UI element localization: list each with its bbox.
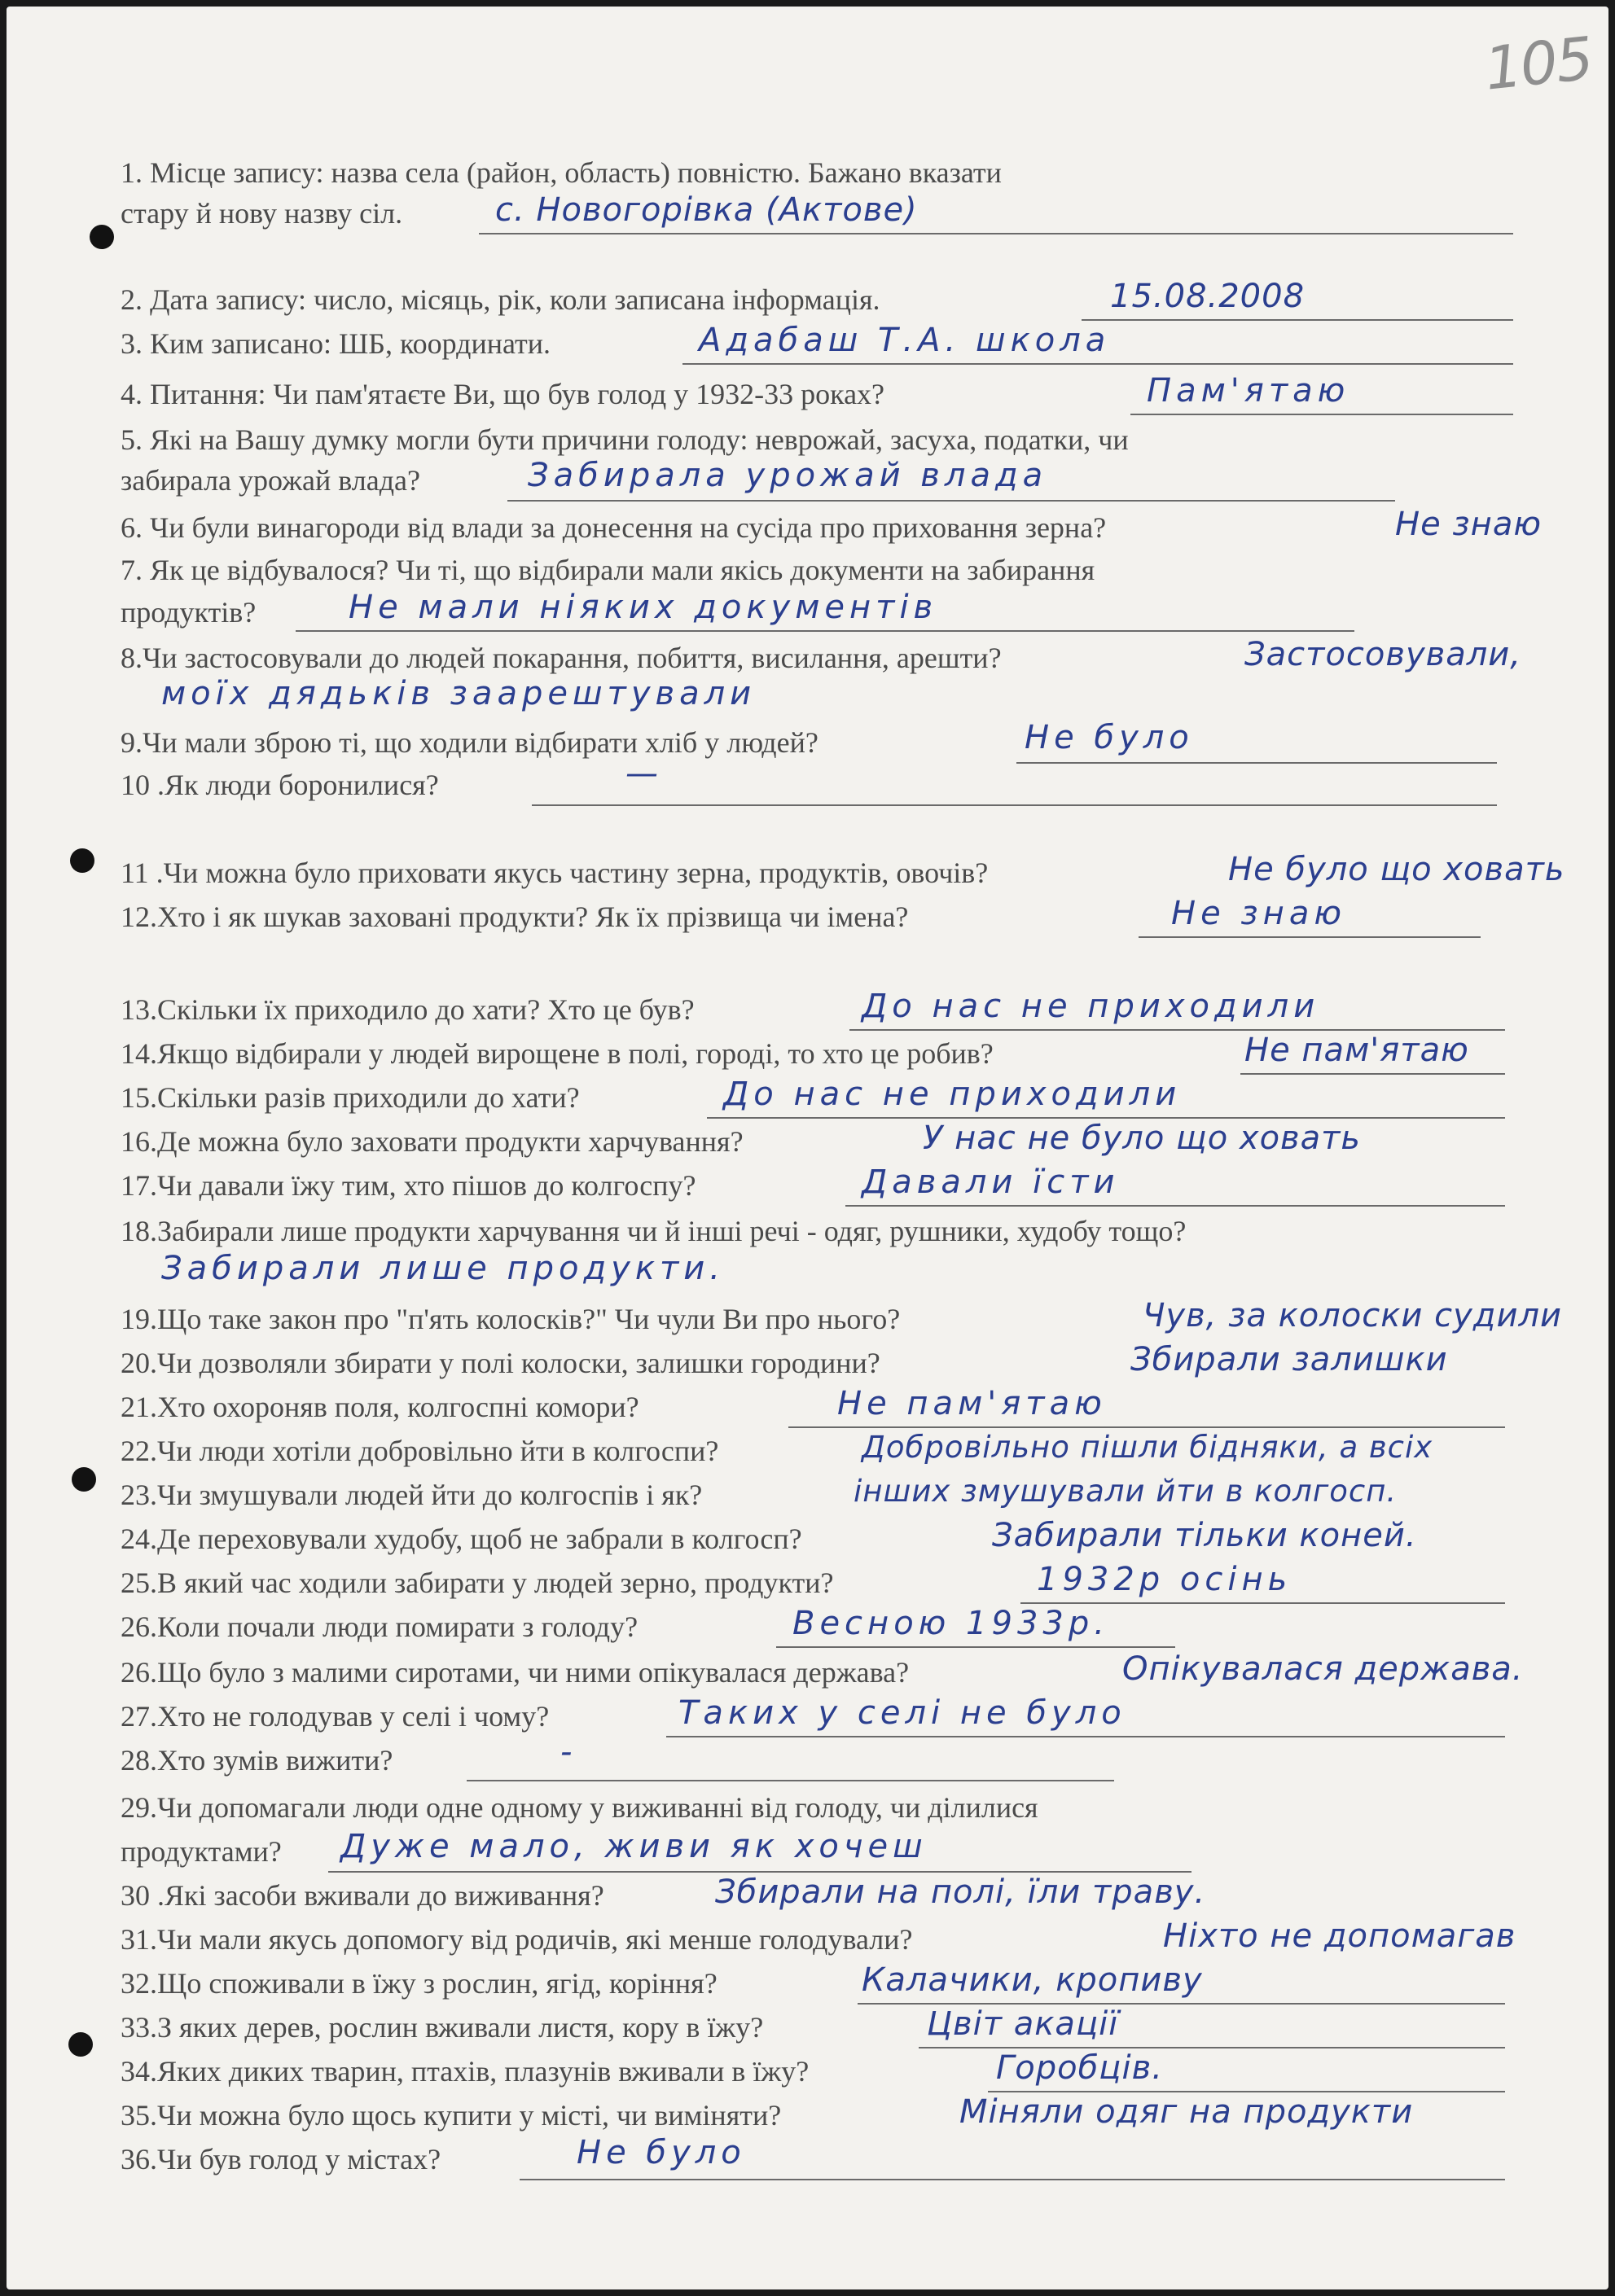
question-11: 11 .Чи можна було приховати якусь частину зерна, продуктів, овочів? [121,857,989,889]
answer-line [1082,319,1513,321]
answer-31: Ніхто не допомагав [1163,1917,1516,1955]
answer-26b: Опікувалася держава. [1122,1650,1524,1688]
answer-line [1139,936,1481,938]
answer-4: Пам'ятаю [1147,372,1350,410]
answer-line [849,1029,1505,1031]
question-25: 25.В який час ходили забирати у людей зерно, продукти? [121,1566,834,1599]
question-35: 35.Чи можна було щось купити у місті, чи виміняти? [121,2099,782,2132]
question-30: 30 .Які засоби вживали до виживання? [121,1879,604,1912]
answer-line [532,804,1497,806]
answer-18: Забирали лише продукти. [161,1250,726,1287]
question-34: 34.Яких диких тварин, птахів, плазунів вживали в їжу? [121,2055,810,2088]
answer-10: — [625,755,659,792]
question-4: 4. Питання: Чи пам'ятаєте Ви, що був голод у 1932-33 роках? [121,378,885,410]
punch-hole [72,1467,96,1492]
question-23: 23.Чи змушували людей йти до колгоспів і як? [121,1479,703,1511]
answer-22: Добровільно пішли бідняки, а всіх [862,1430,1433,1465]
answer-5: Забирала урожай влада [528,457,1048,494]
answer-6: Не знаю [1395,506,1543,543]
questionnaire-page [7,7,1608,2289]
answer-7: Не мали ніяких документів [349,589,938,626]
answer-line [666,1736,1505,1737]
answer-line [296,630,1354,632]
answer-line [328,1871,1192,1873]
answer-line [479,233,1513,234]
question-1: 1. Місце запису: назва села (район, область) повністю. Бажано вказати [121,156,1002,189]
question-9: 9.Чи мали зброю ті, що ходили відбирати хліб у людей? [121,726,818,759]
answer-19: Чув, за колоски судили [1143,1297,1563,1334]
question-16: 16.Де можна було заховати продукти харчування? [121,1125,744,1158]
answer-line [1020,1602,1505,1604]
answer-line [682,363,1513,365]
answer-line [858,2003,1505,2005]
question-17: 17.Чи давали їжу тим, хто пішов до колгоспу? [121,1169,696,1202]
answer-29: Дуже мало, живи як хочеш [340,1828,928,1865]
answer-20: Збирали залишки [1130,1341,1448,1378]
answer-8-cont: моїх дядьків заарештували [161,675,757,712]
question-5: 5. Які на Вашу думку могли бути причини голоду: неврожай, засуха, податки, чи [121,423,1129,456]
question-28: 28.Хто зумів вижити? [121,1744,393,1777]
answer-30: Збирали на полі, їли траву. [715,1873,1206,1911]
question-15: 15.Скільки разів приходили до хати? [121,1081,580,1114]
answer-36: Не було [577,2134,746,2171]
punch-hole [70,848,94,873]
answer-15: До нас не приходили [723,1076,1182,1113]
question-24: 24.Де переховували худобу, щоб не забрали в колгосп? [121,1523,802,1555]
answer-13: До нас не приходили [862,988,1320,1025]
punch-hole [90,225,114,249]
answer-25: 1932р осінь [1037,1561,1292,1598]
answer-line [467,1780,1114,1781]
answer-line [988,2091,1505,2092]
question-7: 7. Як це відбувалося? Чи ті, що відбирали мали якісь документи на забирання [121,554,1095,586]
question-13: 13.Скільки їх приходило до хати? Хто це був? [121,993,695,1026]
answer-9: Не було [1025,719,1194,756]
answer-16: У нас не було що ховать [923,1120,1361,1157]
answer-2: 15.08.2008 [1110,278,1306,315]
page-number: 105 [1481,24,1595,103]
question-31: 31.Чи мали якусь допомогу від родичів, які менше голодували? [121,1923,913,1956]
answer-line [707,1117,1505,1119]
answer-3: Адабаш Т.А. школа [699,322,1111,359]
question-26: 26.Коли почали люди помирати з голоду? [121,1610,639,1643]
answer-line [776,1646,1175,1648]
answer-line [788,1426,1505,1428]
answer-1: с. Новогорівка (Актове) [495,191,918,229]
question-32: 32.Що споживали в їжу з рослин, ягід, коріння? [121,1967,718,2000]
question-2: 2. Дата запису: число, місяць, рік, коли записана інформація. [121,283,880,316]
answer-26: Весною 1933р. [792,1605,1109,1642]
question-33: 33.З яких дерев, рослин вживали листя, кору в їжу? [121,2011,764,2044]
question-3: 3. Ким записано: ШБ, координати. [121,327,551,360]
question-29-cont: продуктами? [121,1835,282,1868]
answer-11: Не було що ховать [1228,851,1565,888]
question-18: 18.Забирали лише продукти харчування чи й інші речі - одяг, рушники, худобу тощо? [121,1215,1187,1247]
answer-33: Цвіт акації [927,2005,1119,2043]
answer-17: Давали їсти [862,1163,1120,1201]
question-22: 22.Чи люди хотіли добровільно йти в колгоспи? [121,1435,719,1467]
question-8: 8.Чи застосовували до людей покарання, побиття, висилання, арешти? [121,642,1002,674]
question-1-cont: стару й нову назву сіл. [121,197,403,230]
question-21: 21.Хто охороняв поля, колгоспні комори? [121,1391,639,1423]
question-5-cont: забирала урожай влада? [121,464,420,497]
question-10: 10 .Як люди боронилися? [121,769,439,801]
question-6: 6. Чи були винагороди від влади за донесення на сусіда про приховання зерна? [121,511,1107,544]
answer-23: інших змушували йти в колгосп. [854,1474,1398,1509]
answer-line [1016,762,1497,764]
answer-line [1240,1073,1505,1075]
answer-27: Таких у селі не було [678,1694,1126,1732]
question-12: 12.Хто і як шукав заховані продукти? Як їх прізвища чи імена? [121,900,909,933]
question-20: 20.Чи дозволяли збирати у полі колоски, залишки городини? [121,1347,880,1379]
question-27: 27.Хто не голодував у селі і чому? [121,1700,550,1733]
question-36: 36.Чи був голод у містах? [121,2143,441,2176]
question-19: 19.Що таке закон про "п'ять колосків?" Чи чули Ви про нього? [121,1303,901,1335]
answer-14: Не пам'ятаю [1244,1032,1469,1069]
answer-12: Не знаю [1171,895,1347,932]
answer-21: Не пам'ятаю [837,1385,1107,1422]
answer-8: Застосовували, [1244,636,1521,673]
answer-24: Забирали тільки коней. [992,1517,1417,1554]
answer-line [1130,414,1513,415]
question-14: 14.Якщо відбирали у людей вирощене в полі, городі, то хто це робив? [121,1037,994,1070]
question-7-cont: продуктів? [121,596,257,629]
answer-34: Горобців. [996,2049,1163,2087]
question-26b: 26.Що було з малими сиротами, чи ними опікувалася держава? [121,1656,910,1689]
answer-32: Калачики, кропиву [862,1961,1203,1999]
question-29: 29.Чи допомагали люди одне одному у виживанні від голоду, чи ділилися [121,1791,1038,1824]
answer-28: - [560,1733,573,1771]
answer-35: Міняли одяг на продукти [959,2093,1414,2131]
answer-line [507,500,1395,502]
answer-line [919,2047,1505,2048]
answer-line [520,2179,1505,2180]
punch-hole [68,2032,93,2057]
answer-line [845,1205,1505,1207]
